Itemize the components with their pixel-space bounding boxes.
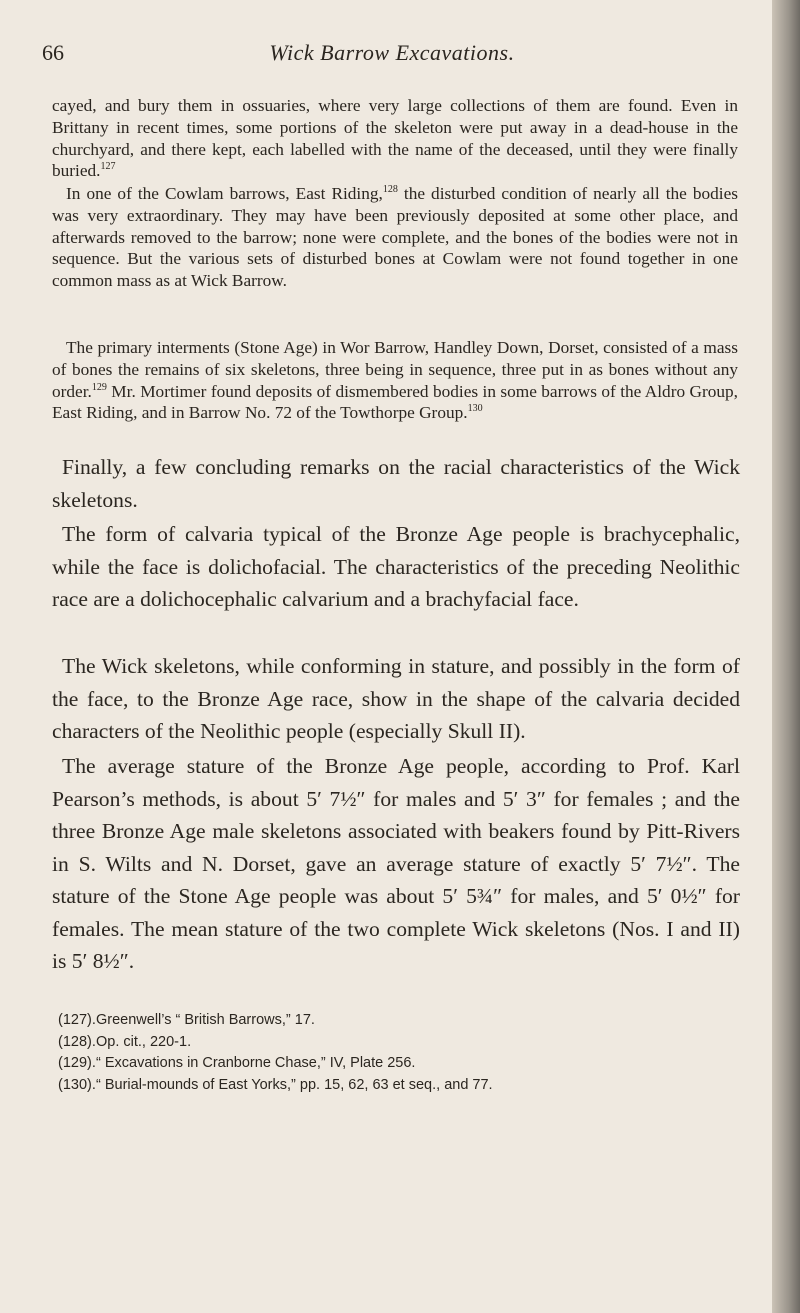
footnote-ref-130: 130 <box>467 403 483 415</box>
paragraph-wor-barrow: The primary interments (Stone Age) in Wor Barrow, Handley Down, Dorset, consisted of a mass of bones the remains of six skeletons, three being in sequence, three put in as bones without any order.$^{129}$ Mr. Mortimer found deposits of dismembered bodies in some barrows of the Aldro Group, East Riding, and in Barrow No. 72 of the Towthorpe Group.$^{130}$ <box>52 338 738 423</box>
footnote-ref-128: 128 <box>382 184 398 196</box>
footnote <box>58 1010 738 1032</box>
footnote-ref-129: 129 <box>91 381 107 393</box>
footnote-number: (128). <box>58 1033 96 1050</box>
footnote-text: Op. cit., 220-1. <box>96 1033 192 1050</box>
footnote-text: “ Burial-mounds of East Yorks,” pp. 15, 62, 63 et seq., and 77. <box>96 1076 493 1093</box>
running-title: Wick Barrow Excavations. <box>269 40 515 65</box>
page-header <box>42 40 742 70</box>
paragraph-stature: The average stature of the Bronze Age people, according to Prof. Karl Pearson’s methods, is about 5′ 7½″ for males and 5′ 3″ for females ; and the three Bronze Age male skeletons associated with beakers found by Pitt-Rivers in S. Wilts and N. Dorset, gave an average stature of exactly 5′ 7½″. The stature of the Stone Age people was about 5′ 5¾″ for males, and 5′ 0½″ for females. The mean stature of the two complete Wick skeletons (Nos. I and II) is 5′ 8½″. <box>52 754 740 973</box>
paragraph-calvaria: The form of calvaria typical of the Bronze Age people is brachycephalic, while the face is dolichofacial. The characteristics of the preceding Neolithic race are a dolichocephalic calvarium and a brachyfacial face. <box>52 522 740 611</box>
footnote-number: (130). <box>58 1076 96 1093</box>
paragraph-concluding: Finally, a few concluding remarks on the racial characteristics of the Wick skeletons. <box>52 455 740 512</box>
footnote-text: Greenwell’s “ British Barrows,” 17. <box>96 1012 315 1028</box>
footnote-number: (129). <box>58 1055 96 1071</box>
footnote-number: (127). <box>58 1012 96 1028</box>
paragraph-ossuaries: cayed, and bury them in ossuaries, where very large collections of them are found. Even in Brittany in recent times, some portions of the skeleton were put away in a dead-house in the churchyard, and there kept, each labelled with the name of the deceased, until they were finally buried.$^{127}$ <box>52 96 738 181</box>
footnotes <box>58 1010 738 1096</box>
page-number: 66 <box>42 40 64 65</box>
page-edge <box>772 0 800 1313</box>
paragraph-wick-skeletons: The Wick skeletons, while conforming in stature, and possibly in the form of the face, to the Bronze Age race, show in the shape of the calvaria decided characters of the Neolithic people (especially Skull II). <box>52 654 740 743</box>
footnote <box>58 1053 738 1075</box>
paragraph-cowlam: In one of the Cowlam barrows, East Riding,$^{128}$ the disturbed condition of nearly all the bodies was very extraordinary. They may have been previously deposited at some other place, and afterwards removed to the barrow; none were complete, and the bones of the bodies were not in sequence. But the various sets of disturbed bones at Cowlam were not found together in one common mass as at Wick Barrow. <box>52 184 738 291</box>
footnote-text: “ Excavations in Cranborne Chase,” IV, Plate 256. <box>96 1055 416 1071</box>
footnote-ref-127: 127 <box>100 161 116 173</box>
footnote <box>58 1075 738 1097</box>
footnote <box>58 1032 738 1054</box>
